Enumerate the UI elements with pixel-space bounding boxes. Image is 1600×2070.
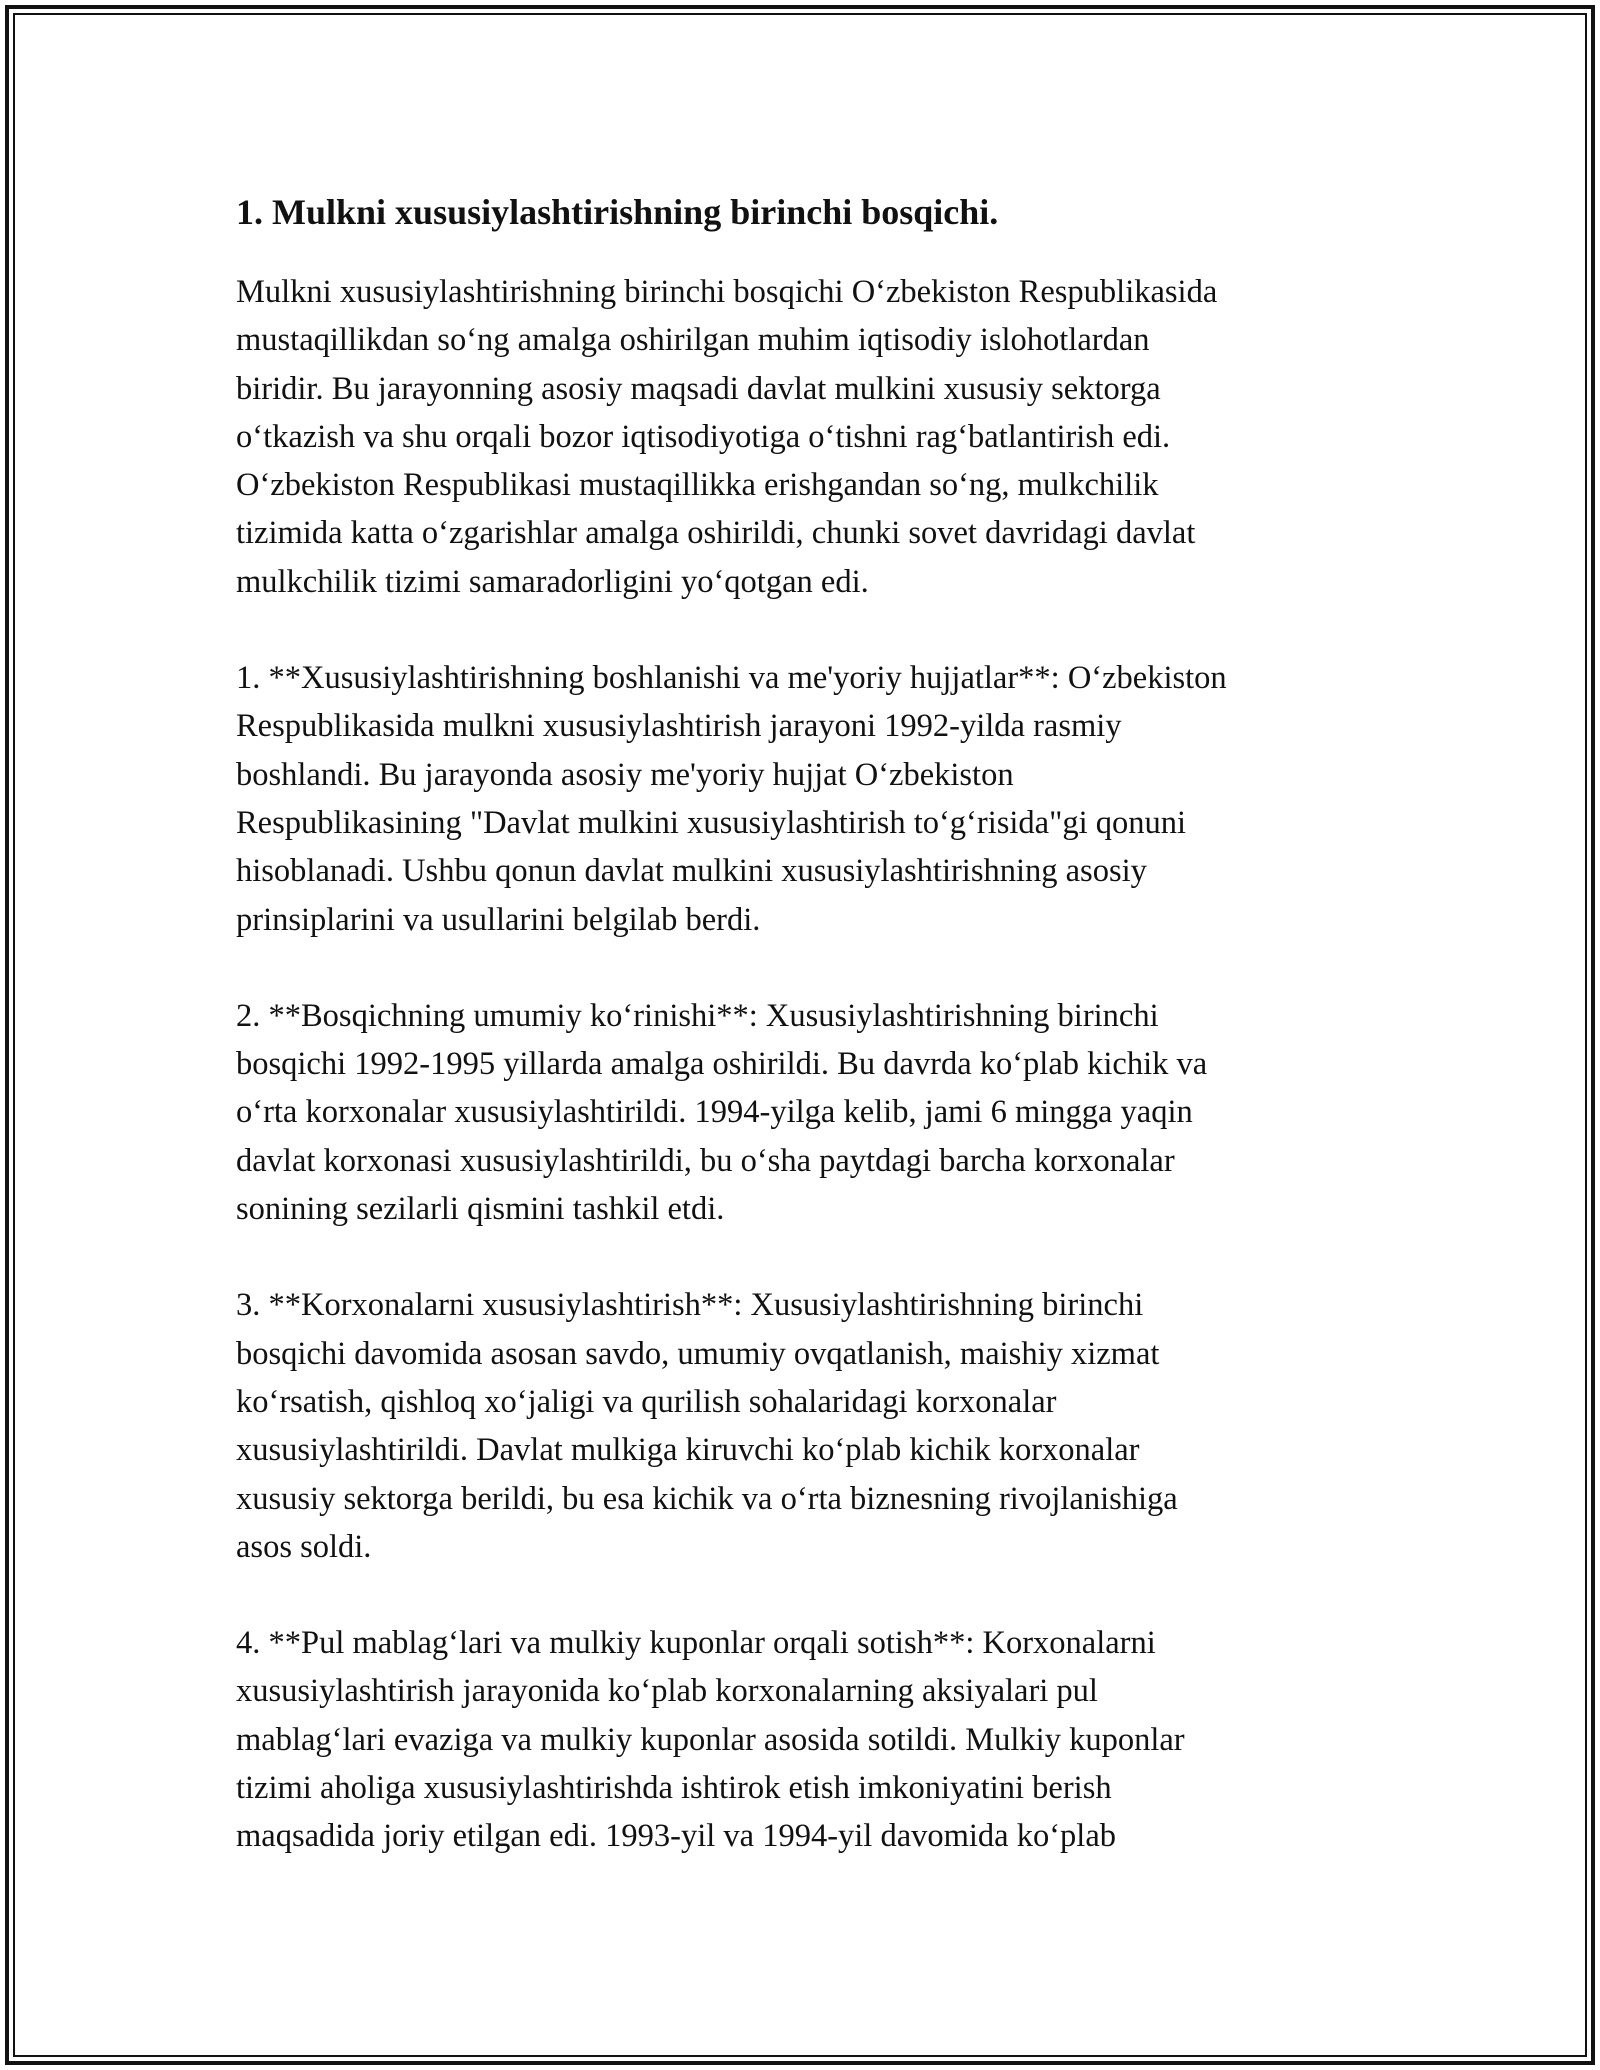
list-item-4-paragraph: 4. **Pul mablag‘lari va mulkiy kuponlar orqali sotish**: Korxonalarni xususiylashtirish jarayonida ko‘plab korxonalarning aksiyalari pul mablag‘lari evaziga va mulkiy kuponlar asosida sotildi. Mulkiy kuponlar tizimi aholiga xususiylashtirishda ishtirok etish imkoniyatini berish maqsadida joriy etilgan edi. 1993-yil va 1994-yil davomida ko‘plab <box>236 1625 1185 1855</box>
list-item-1-paragraph: 1. **Xususiylashtirishning boshlanishi va me'yoriy hujjatlar**: O‘zbekiston Respublikasida mulkni xususiylashtirish jarayoni 1992-yilda rasmiy boshlandi. Bu jarayonda asosiy me'yoriy hujjat O‘zbekiston Respublikasining "Davlat mulkini xususiylashtirish to‘g‘risida"gi qonuni hisoblanadi. Ushbu qonun davlat mulkini xususiylashtirishning asosiy prinsiplarini va usullarini belgilab berdi. <box>236 660 1227 938</box>
document-title: 1. Mulkni xususiylashtirishning birinchi bosqichi. <box>236 192 999 232</box>
list-item-3-paragraph: 3. **Korxonalarni xususiylashtirish**: Xususiylashtirishning birinchi bosqichi davomida asosan savdo, umumiy ovqatlanish, maishiy xizmat ko‘rsatish, qishloq xo‘jaligi va qurilish sohalaridagi korxonalar xususiylashtirildi. Davlat mulkiga kiruvchi ko‘plab kichik korxonalar xususiy sektorga berildi, bu esa kichik va o‘rta biznesning rivojlanishiga asos soldi. <box>236 1287 1178 1565</box>
intro-paragraph: Mulkni xususiylashtirishning birinchi bosqichi O‘zbekiston Respublikasida mustaqillikdan so‘ng amalga oshirilgan muhim iqtisodiy islohotlardan biridir. Bu jarayonning asosiy maqsadi davlat mulkini xususiy sektorga o‘tkazish va shu orqali bozor iqtisodiyotiga o‘tishni rag‘batlantirish edi. O‘zbekiston Respublikasi mustaqillikka erishgandan so‘ng, mulkchilik tizimida katta o‘zgarishlar amalga oshirildi, chunki sovet davridagi davlat mulkchilik tizimi samaradorligini yo‘qotgan edi. <box>236 274 1218 600</box>
document-body <box>236 190 1366 1909</box>
list-item-2-paragraph: 2. **Bosqichning umumiy ko‘rinishi**: Xususiylashtirishning birinchi bosqichi 1992-1995 yillarda amalga oshirildi. Bu davrda ko‘plab kichik va o‘rta korxonalar xususiylashtirildi. 1994-yilga kelib, jami 6 mingga yaqin davlat korxonasi xususiylashtirildi, bu o‘sha paytdagi barcha korxonalar sonining sezilarli qismini tashkil etdi. <box>236 997 1208 1228</box>
